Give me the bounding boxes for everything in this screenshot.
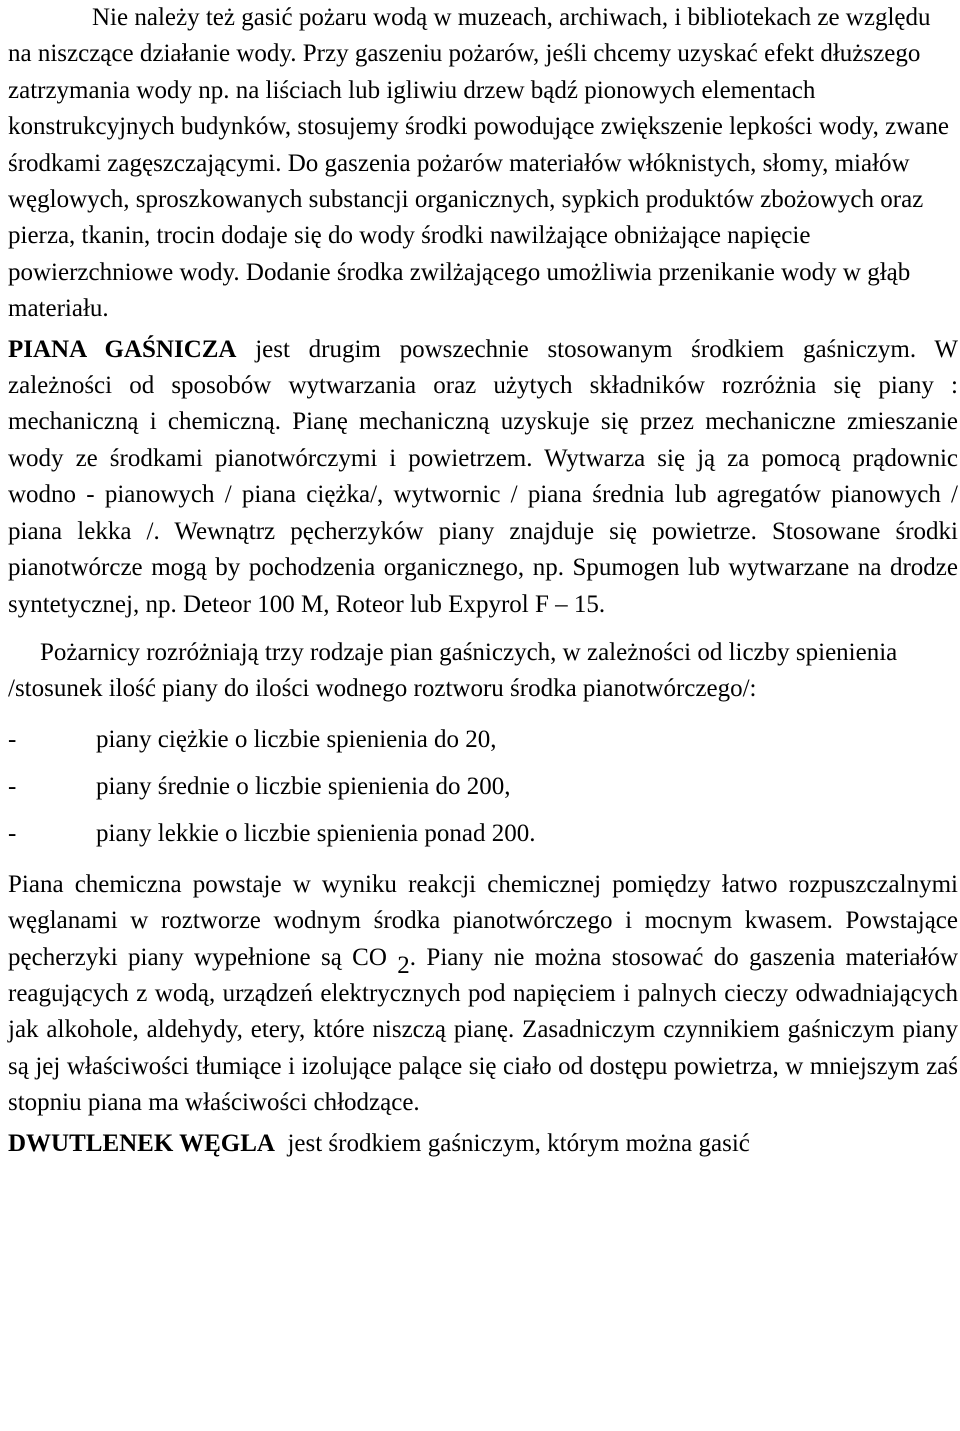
- paragraph-chemical-foam-text-b: . Piany nie można stosować do gaszenia materiałów reagujących z wodą, urządzeń elektrycznych pod napięciem i palnych cieczy odwadniających jak alkohole, aldehydy, etery, które niszczą pianę. Zasadniczym czynnikiem gaśniczym piany są jej właściwości tłumiące i izolujące palące się ciało od dostępu powietrza, w mniejszym zaś stopniu piana ma właściwości chłodzące.: [8, 943, 958, 1117]
- list-dash: -: [8, 725, 17, 753]
- list-item-text: piany ciężkie o liczbie spienienia do 20,: [96, 725, 497, 753]
- list-dash: -: [8, 772, 17, 800]
- foam-types-list: [8, 716, 958, 857]
- list-dash: -: [8, 819, 17, 847]
- heading-fire-foam: PIANA GAŚNICZA: [8, 335, 237, 363]
- co2-subscript: 2: [397, 951, 410, 979]
- list-item-text: piany średnie o liczbie spienienia do 200,: [96, 772, 511, 800]
- list-item: [8, 810, 958, 857]
- heading-carbon-dioxide: DWUTLENEK WĘGLA: [8, 1129, 275, 1157]
- paragraph-foam-types: Pożarnicy rozróżniają trzy rodzaje pian gaśniczych, w zależności od liczby spienienia /stosunek ilość piany do ilości wodnego roztworu środka pianotwórczego/:: [8, 638, 898, 703]
- paragraph-water-restrictions: Nie należy też gasić pożaru wodą w muzeach, archiwach, i bibliotekach ze względu na niszczące działanie wody. Przy gaszeniu pożarów, jeśli chcemy uzyskać efekt dłuższego zatrzymania wody np. na liściach lub igliwiu drzew bądź pionowych elementach konstrukcyjnych budynków, stosujemy środki powodujące zwiększenie lepkości wody, zwane środkami zagęszczającymi. Do gaszenia pożarów materiałów włóknistych, słomy, miałów węglowych, sproszkowanych substancji organicznych, sypkich produktów zbożowych oraz pierza, tkanin, trocin dodaje się do wody środki nawilżające obniżające napięcie powierzchniowe wody. Dodanie środka zwilżającego umożliwia przenikanie wody w głąb materiału.: [8, 4, 949, 323]
- paragraph-chemical-foam: [8, 867, 958, 1122]
- list-item-text: piany lekkie o liczbie spienienia ponad 200.: [96, 819, 536, 847]
- list-item: [8, 716, 958, 763]
- document-page: [8, 0, 958, 1162]
- list-item: [8, 763, 958, 810]
- paragraph-fire-foam-text: jest drugim powszechnie stosowanym środkiem gaśniczym. W zależności od sposobów wytwarzania oraz użytych składników rozróżnia się piany : mechaniczną i chemiczną. Pianę mechaniczną uzyskuje się przez mechaniczne zmieszanie wody ze środkami pianotwórczymi i powietrzem. Wytwarza się ją za pomocą prądownic wodno - pianowych / piana ciężka/, wytwornic / piana średnia lub agregatów pianowych / piana lekka /. Wewnątrz pęcherzyków piany znajduje się powietrze. Stosowane środki pianotwórcze mogą by pochodzenia organicznego, np. Spumogen lub wytwarzane na drodze syntetycznej, np. Deteor 100 M, Roteor lub Expyrol F – 15.: [8, 335, 958, 618]
- paragraph-carbon-dioxide-text: jest środkiem gaśniczym, którym można gasić: [274, 1129, 750, 1157]
- paragraph-fire-foam: [8, 332, 958, 623]
- paragraph-chemical-foam-text-a: Piana chemiczna powstaje w wyniku reakcji chemicznej pomiędzy łatwo rozpuszczalnymi węglanami w roztworze wodnym środka pianotwórczego i mocnym kwasem. Powstające pęcherzyki piany wypełnione są CO: [8, 870, 958, 971]
- paragraph-carbon-dioxide: [8, 1126, 958, 1162]
